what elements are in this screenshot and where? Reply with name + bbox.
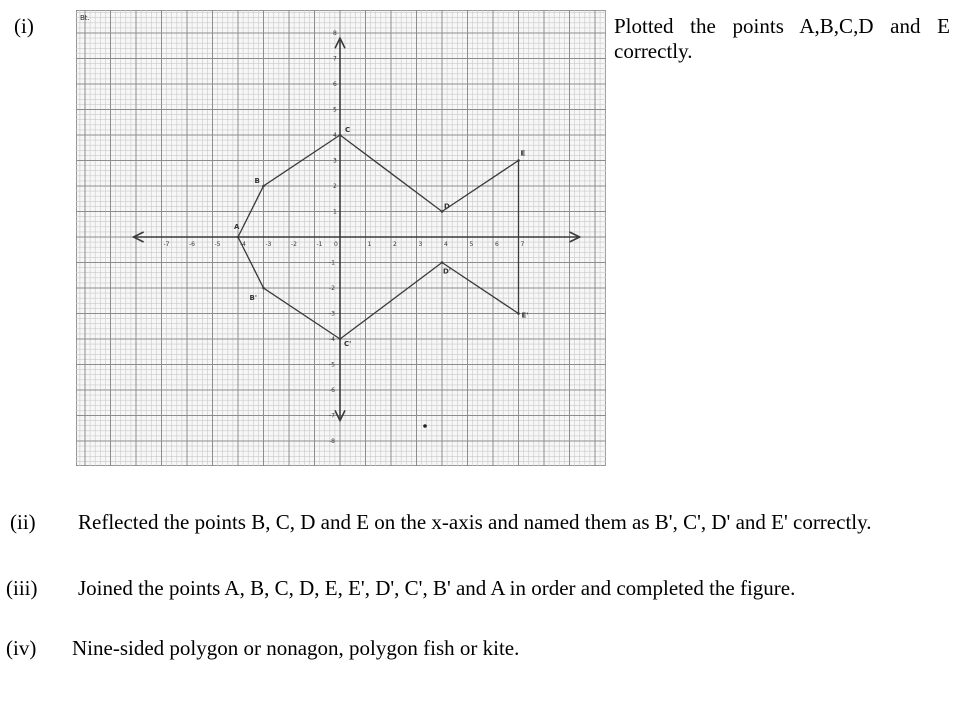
- y-tick-label: -7: [329, 412, 335, 420]
- y-tick-label: 4: [333, 132, 337, 139]
- x-tick-label: -1: [316, 241, 323, 248]
- plotted-point: [262, 185, 265, 188]
- y-tick-label: 2: [333, 183, 337, 190]
- y-tick-label: 8: [333, 30, 337, 37]
- point-label: D: [444, 202, 450, 211]
- stray-dot: [423, 424, 427, 428]
- item-4-number: (iv): [6, 636, 37, 660]
- y-tick-label: 5: [333, 106, 337, 114]
- x-tick-label: -3: [265, 241, 272, 248]
- item-2-text: Reflected the points B, C, D and E on the x-axis and named them as B', C', D' and E' correctly.: [78, 510, 872, 534]
- graph-paper: [76, 10, 606, 466]
- graph-border: [76, 10, 606, 466]
- item-4-text: Nine-sided polygon or nonagon, polygon fish or kite.: [72, 636, 520, 660]
- y-tick-label: -1: [329, 259, 335, 267]
- point-label: C': [344, 340, 352, 348]
- plotted-point: [339, 134, 342, 137]
- x-tick-label: -6: [189, 241, 195, 248]
- x-tick-label: 0: [334, 241, 338, 248]
- plotted-point: [237, 236, 240, 239]
- x-tick-label: -7: [163, 241, 170, 248]
- y-tick-label: -3: [329, 310, 335, 318]
- y-tick-label: 6: [333, 81, 337, 88]
- corner-note: Bt.: [80, 14, 90, 22]
- item-1-number: (i): [14, 14, 34, 38]
- x-tick-label: 7: [520, 241, 525, 248]
- point-label: C: [345, 126, 351, 134]
- y-tick-label: -6: [329, 387, 335, 394]
- x-tick-label: -4: [240, 241, 246, 248]
- y-tick-label: -8: [329, 438, 335, 445]
- point-label: E: [520, 149, 526, 158]
- y-tick-label: -5: [329, 361, 335, 369]
- plotted-point: [441, 210, 444, 213]
- x-tick-label: 6: [495, 241, 499, 248]
- y-tick-label: 7: [333, 55, 337, 63]
- x-tick-label: 2: [393, 241, 397, 248]
- y-tick-label: -4: [329, 336, 335, 343]
- point-label: B': [249, 294, 257, 302]
- coordinate-graph: [76, 10, 606, 466]
- item-1-text: Plotted the points A,B,C,D and E correctly.: [614, 14, 950, 63]
- y-tick-label: -2: [329, 285, 335, 292]
- x-tick-label: 4: [444, 241, 448, 248]
- x-tick-label: 3: [418, 241, 423, 248]
- point-label: B: [254, 177, 260, 185]
- plotted-point: [517, 159, 520, 162]
- y-tick-label: 3: [333, 157, 337, 165]
- item-2-number: (ii): [10, 510, 36, 534]
- y-tick-label: 1: [333, 208, 337, 216]
- x-tick-label: -2: [291, 241, 297, 248]
- plotted-point: [262, 287, 265, 290]
- plotted-point: [441, 261, 444, 264]
- plotted-point: [517, 312, 520, 315]
- point-label: E': [521, 311, 529, 320]
- x-tick-label: 5: [469, 241, 474, 248]
- point-label: A: [234, 223, 240, 231]
- item-3-number: (iii): [6, 576, 38, 600]
- x-tick-label: 1: [367, 241, 372, 248]
- item-3-text: Joined the points A, B, C, D, E, E', D', C', B' and A in order and completed the figure.: [78, 576, 796, 600]
- x-tick-label: -5: [214, 241, 221, 248]
- point-label: D': [443, 267, 451, 276]
- plotted-point: [339, 338, 342, 341]
